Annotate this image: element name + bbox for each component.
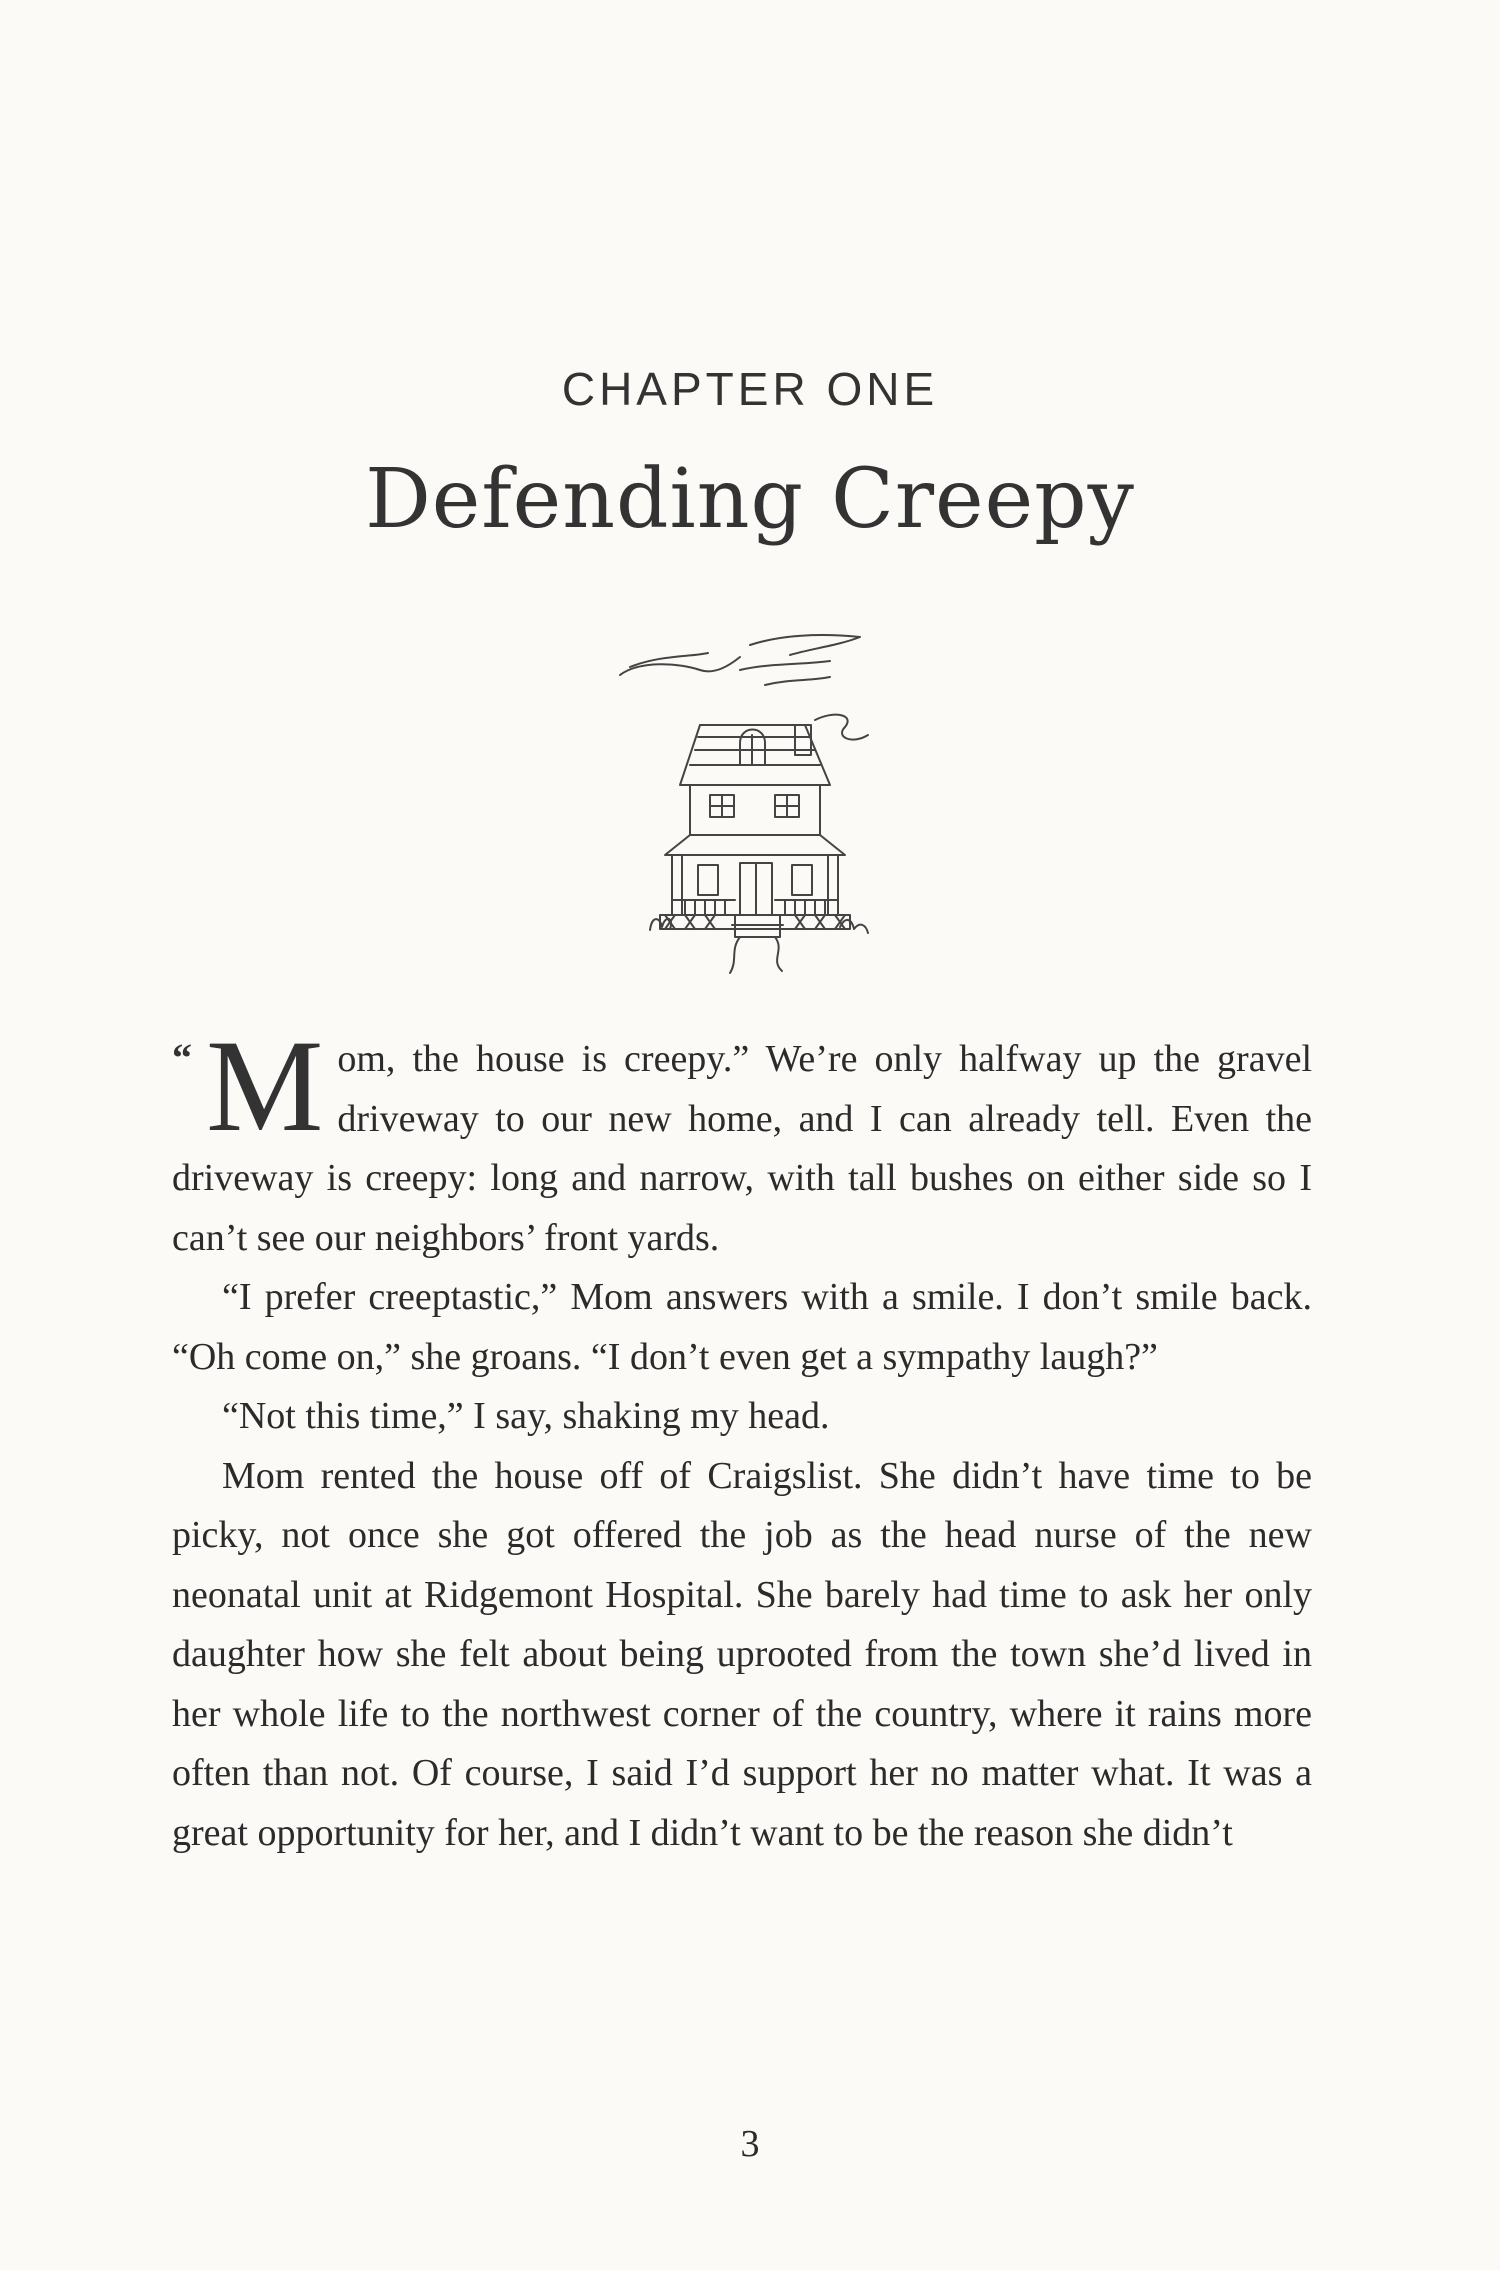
opening-quote-mark: “ xyxy=(172,1035,192,1080)
house-with-chimney-smoke-icon xyxy=(590,615,910,975)
body-text xyxy=(172,1012,1312,1863)
chapter-title: Defending Creepy xyxy=(365,452,1135,547)
chapter-label: CHAPTER ONE xyxy=(561,363,939,415)
paragraph: “Not this time,” I say, shaking my head. xyxy=(222,1395,830,1437)
drop-cap: M xyxy=(206,1012,324,1159)
page-number: 3 xyxy=(740,2123,760,2165)
paragraph: Mom rented the house off of Craigslist. She didn’t have time to be picky, not once she got offered the job as the head nurse of the new neonatal unit at Ridgemont Hospital. She barely had time to ask her only daughter how she felt about being uprooted from the town she’d lived in her whole life to the northwest corner of the country, where it rains more often than not. Of course, I said I’d support her no matter what. It was a great opportunity for her, and I didn’t want to be the reason she didn’t xyxy=(172,1454,1312,1854)
first-paragraph-text: om, the house is creepy.” We’re only halfway up the gravel driveway to our new home, and I can already tell. Even the driveway is creepy: long and narrow, with tall bushes on either side so I can’t see our neighbors’ front yards. xyxy=(172,1038,1312,1259)
paragraph: “I prefer creeptastic,” Mom answers with a smile. I don’t smile back. “Oh come on,” she groans. “I don’t even get a sympathy laugh?” xyxy=(172,1276,1312,1378)
first-paragraph xyxy=(172,1012,1312,1268)
